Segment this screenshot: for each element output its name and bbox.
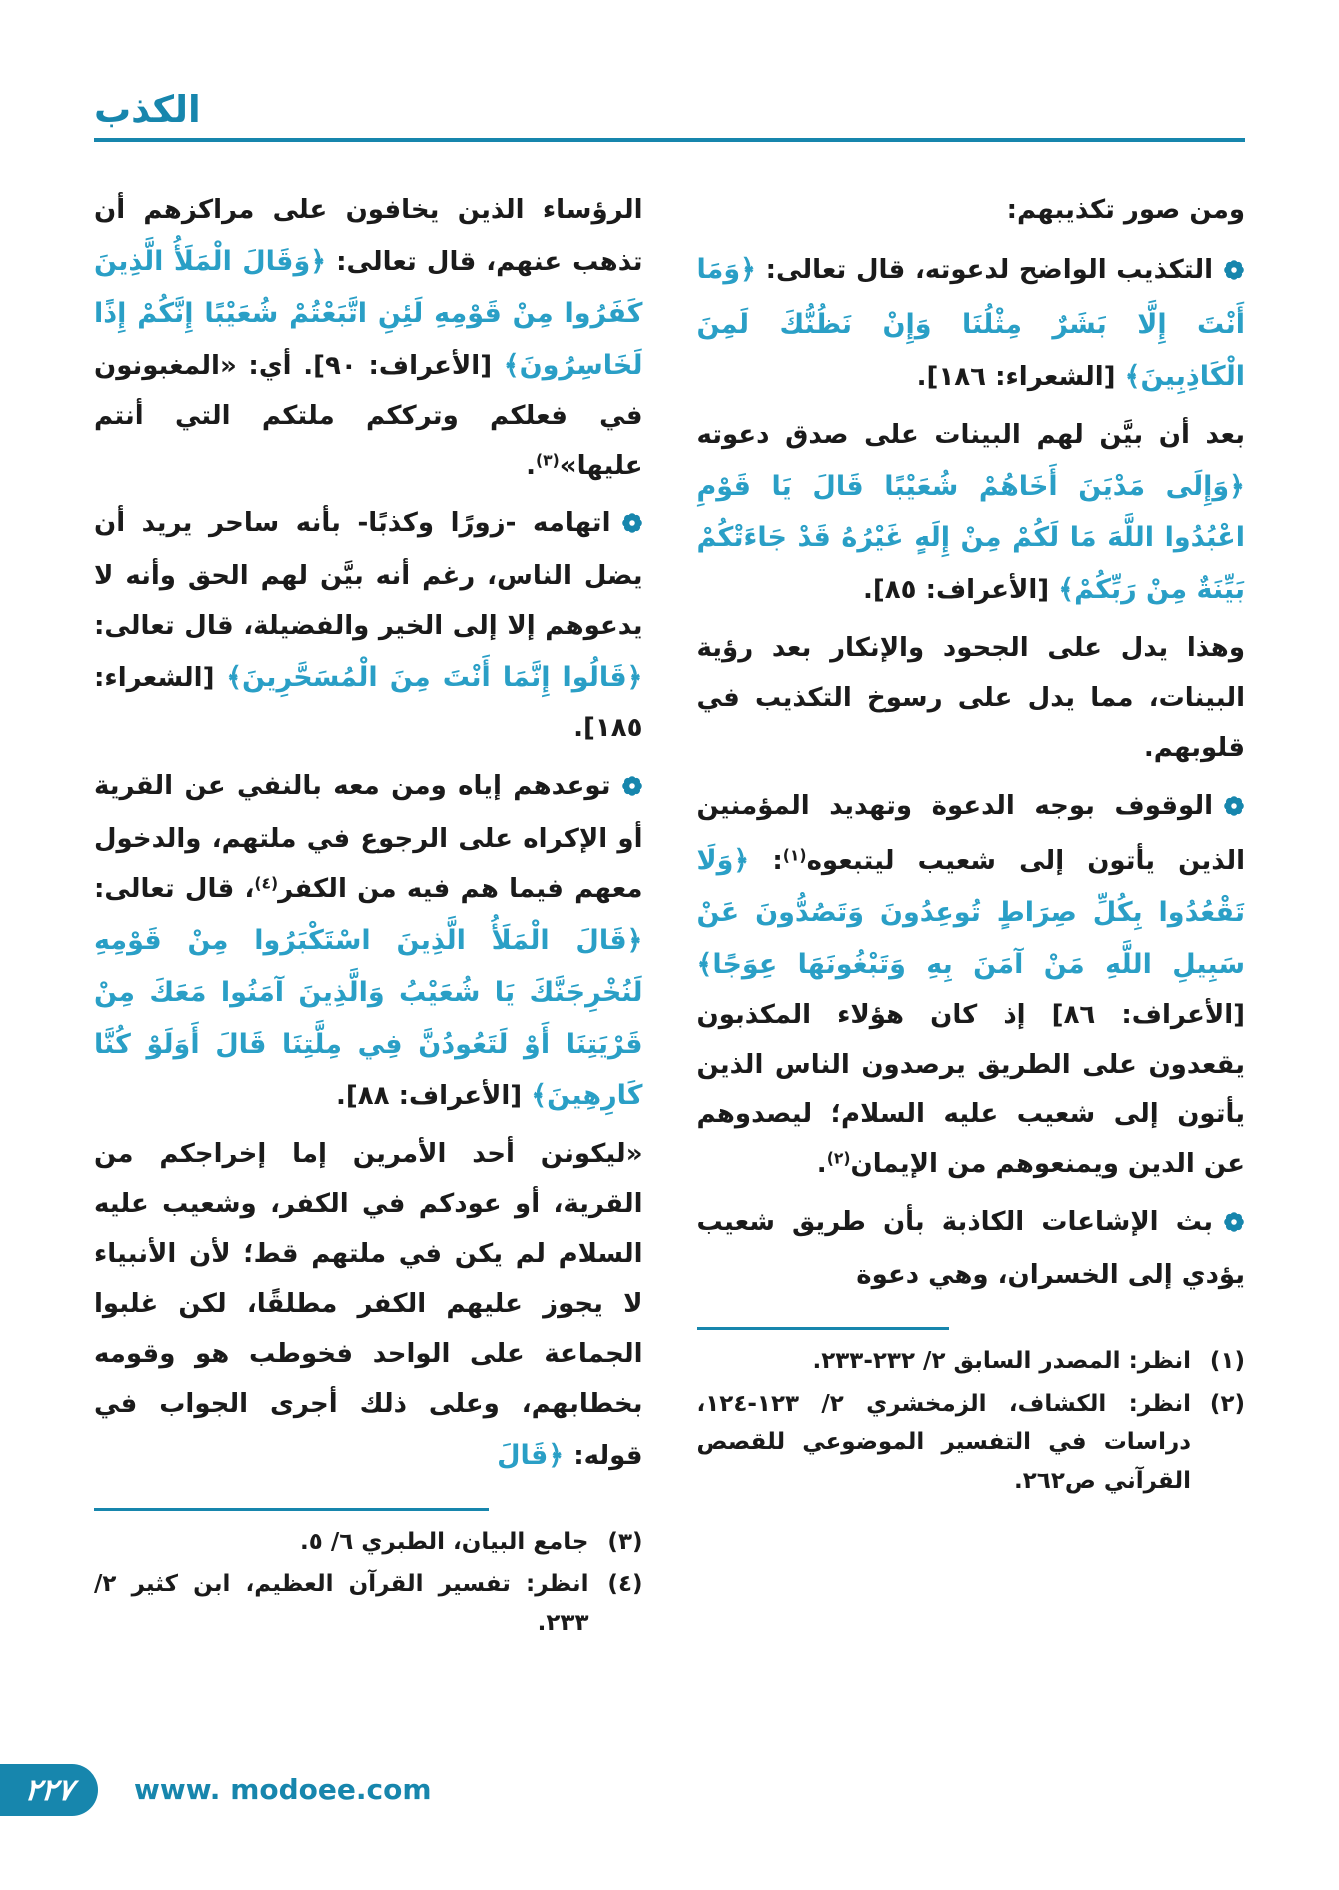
paragraph xyxy=(94,499,643,754)
running-head-title: الكذب xyxy=(94,88,201,131)
flower-rosette-icon xyxy=(1223,1201,1245,1251)
body-text: الرؤساء الذين يخافون على مراكزهم أن تذهب عنهم، قال تعالى: xyxy=(94,195,643,277)
footnote-list-right xyxy=(697,1342,1246,1501)
footnote-marker: (٢) xyxy=(826,1149,851,1168)
body-text: «ليكونن أحد الأمرين إما إخراجكم من القرية، أو عودكم في الكفر، وشعيب عليه السلام لم يكن في ملتهم قط؛ لأن الأنبياء لا يجوز عليهم الكفر مطلقًا، لكن غلبوا الجماعة على الواحد فخوطب هو وقومه بخطابهم، وعلى ذلك أجرى الجواب في قوله: xyxy=(94,1139,643,1471)
body-text: الوقوف بوجه الدعوة وتهديد المؤمنين الذين يأتون إلى شعيب ليتبعوه xyxy=(696,790,1245,876)
quran-verse: ﴿وَقَالَ الْمَلَأُ الَّذِينَ كَفَرُوا مِنْ قَوْمِهِ لَئِنِ اتَّبَعْتُمْ شُعَيْبًا إِنَّكُمْ إِذًا لَخَاسِرُونَ﴾ xyxy=(94,245,643,381)
paragraph xyxy=(697,1198,1246,1301)
body-text: إذ كان هؤلاء المكذبون يقعدون على الطريق يرصدون الناس الذين يأتون إلى شعيب عليه السلام؛ ليصدوهم عن الدين ويمنعوهم من الإيمان xyxy=(696,999,1245,1180)
body-text: ، قال تعالى: xyxy=(94,873,255,904)
footnote-item xyxy=(697,1342,1246,1381)
footnote-item xyxy=(697,1385,1246,1501)
verse-reference: [الأعراف: ٨٨]. xyxy=(336,1081,532,1112)
column-left xyxy=(94,186,643,1647)
footnote-marker: (٣) xyxy=(535,450,560,469)
quran-verse: ﴿وَمَا أَنْتَ إِلَّا بَشَرٌ مِثْلُنَا وَإِنْ نَظُنُّكَ لَمِنَ الْكَاذِبِينَ﴾ xyxy=(696,253,1245,392)
body-text: أي: «المغبونون في فعلكم وترككم ملتكم التي أنتم عليها» xyxy=(94,350,643,481)
quran-verse: ﴿وَلَا تَقْعُدُوا بِكُلِّ صِرَاطٍ تُوعِدُونَ وَتَصُدُّونَ عَنْ سَبِيلِ اللَّهِ مَنْ آمَنَ بِهِ وَتَبْغُونَهَا عِوَجًا﴾ xyxy=(696,844,1245,980)
footnote-number: (٢) xyxy=(1209,1390,1245,1417)
flower-rosette-icon xyxy=(621,502,643,552)
body-text: التكذيب الواضح لدعوته، قال تعالى: xyxy=(755,254,1213,285)
footnote-separator-rule xyxy=(94,1508,489,1511)
footnotes-left xyxy=(94,1508,643,1647)
paragraph xyxy=(697,244,1246,403)
website-link[interactable]: www. modoee.com xyxy=(134,1773,432,1806)
column-left-body xyxy=(94,186,643,1490)
footnote-number: (٣) xyxy=(607,1528,643,1555)
footnote-item xyxy=(94,1523,643,1562)
footnote-number: (١) xyxy=(1209,1348,1245,1375)
paragraph xyxy=(697,186,1246,236)
flower-rosette-icon xyxy=(1223,249,1245,299)
quran-verse: ﴿قَالُوا إِنَّمَا أَنْتَ مِنَ الْمُسَحَّرِينَ﴾ xyxy=(226,662,643,694)
page-number-badge xyxy=(0,1764,98,1816)
verse-reference: [الشعراء: ١٨٥]. xyxy=(94,663,643,744)
body-text: بث الإشاعات الكاذبة بأن طريق شعيب يؤدي إلى الخسران، وهي دعوة xyxy=(696,1207,1245,1291)
footnote-marker: (٤) xyxy=(254,874,279,893)
column-right-body xyxy=(697,186,1246,1309)
footnote-separator-rule xyxy=(697,1327,949,1330)
footnote-text: انظر: المصدر السابق ٢/ ٢٣٢-٢٣٣. xyxy=(812,1348,1191,1375)
body-text: وهذا يدل على الجحود والإنكار بعد رؤية البينات، مما يدل على رسوخ التكذيب في قلوبهم. xyxy=(696,633,1245,764)
body-text: اتهامه -زورًا وكذبًا- بأنه ساحر يريد أن يضل الناس، رغم أنه بيَّن لهم الحق وأنه لا يدعوهم إلا إلى الخير والفضيلة، قال تعالى: xyxy=(94,508,643,642)
content-columns xyxy=(94,186,1245,1647)
body-text: بعد أن بيَّن لهم البينات على صدق دعوته xyxy=(696,419,1245,450)
verse-reference: [الشعراء: ١٨٦]. xyxy=(916,361,1125,392)
verse-reference: [الأعراف: ٩٠]. xyxy=(291,350,504,381)
paragraph xyxy=(697,411,1246,617)
flower-rosette-icon xyxy=(1223,785,1245,835)
paragraph xyxy=(94,762,643,1122)
footnote-item xyxy=(94,1565,643,1642)
quran-verse: ﴿قَالَ الْمَلَأُ الَّذِينَ اسْتَكْبَرُوا مِنْ قَوْمِهِ لَنُخْرِجَنَّكَ يَا شُعَيْبُ وَالَّذِينَ آمَنُوا مَعَكَ مِنْ قَرْيَتِنَا أَوْ لَتَعُودُنَّ فِي مِلَّتِنَا قَالَ أَوَلَوْ كُنَّا كَارِهِينَ﴾ xyxy=(94,924,643,1112)
body-text: . xyxy=(526,450,536,481)
verse-reference: [الأعراف: ٨٦] xyxy=(1051,999,1246,1030)
footnotes-right xyxy=(697,1327,1246,1505)
body-text: ومن صور تكذيبهم: xyxy=(1006,195,1245,225)
verse-reference: [الأعراف: ٨٥]. xyxy=(863,575,1059,606)
body-text: . xyxy=(816,1149,827,1180)
body-text: توعدهم إياه ومن معه بالنفي عن القرية أو الإكراه على الرجوع في ملتهم، والدخول معهم فيما هم فيه من الكفر xyxy=(94,770,643,904)
quran-verse: ﴿قَالَ xyxy=(497,1439,565,1471)
footnote-list-left xyxy=(94,1523,643,1643)
footnote-marker: (١) xyxy=(782,846,807,865)
column-right xyxy=(697,186,1246,1647)
body-text: : xyxy=(749,845,783,876)
flower-rosette-icon xyxy=(621,765,643,815)
page-header xyxy=(94,88,1245,142)
footnote-text: جامع البيان، الطبري ٦/ ٥. xyxy=(300,1528,589,1555)
paragraph xyxy=(697,782,1246,1190)
quran-verse: ﴿وَإِلَى مَدْيَنَ أَخَاهُمْ شُعَيْبًا قَالَ يَا قَوْمِ اعْبُدُوا اللَّهَ مَا لَكُمْ مِنْ إِلَهٍ غَيْرُهُ قَدْ جَاءَتْكُمْ بَيِّنَةٌ مِنْ رَبِّكُمْ﴾ xyxy=(696,470,1245,606)
paragraph xyxy=(697,624,1246,774)
footnote-number: (٤) xyxy=(607,1571,643,1598)
footnote-text: انظر: تفسير القرآن العظيم، ابن كثير ٢/ ٢٣٣. xyxy=(94,1571,589,1636)
paragraph xyxy=(94,1130,643,1481)
paragraph xyxy=(94,186,643,491)
page-number: ٢٢٧ xyxy=(22,1772,76,1808)
footnote-text: انظر: الكشاف، الزمخشري ٢/ ١٢٣-١٢٤، دراسات في التفسير الموضوعي للقصص القرآني ص٢٦٢. xyxy=(696,1390,1191,1494)
